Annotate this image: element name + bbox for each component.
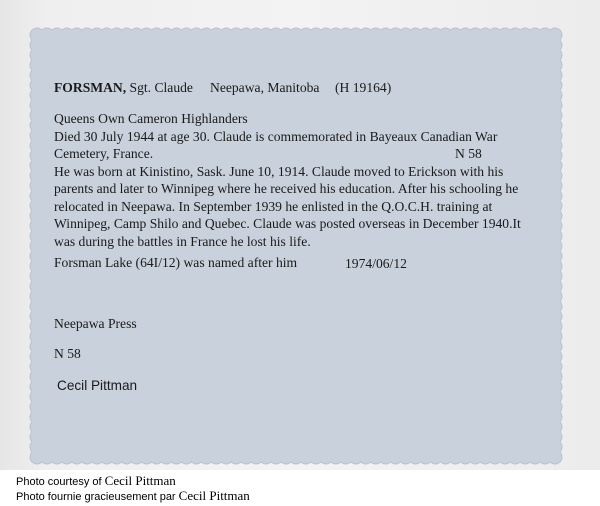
source-reference-code: N 58 <box>54 346 81 361</box>
credit-french <box>16 488 250 504</box>
credit-english-name: Cecil Pittman <box>104 473 176 488</box>
photo-credit-footer <box>0 470 600 506</box>
credit-french-prefix: Photo fournie gracieusement par <box>16 491 176 503</box>
hometown: Neepawa, Manitoba <box>210 80 320 95</box>
service-number: (H 19164) <box>335 80 392 95</box>
credit-french-name: Cecil Pittman <box>178 488 250 503</box>
credit-english <box>16 473 176 489</box>
credit-english-prefix: Photo courtesy of <box>16 476 102 488</box>
contributor: Cecil Pittman <box>57 378 138 393</box>
unit: Queens Own Cameron Highlanders <box>54 111 248 126</box>
record-header <box>54 80 193 96</box>
biography: He was born at Kinistino, Sask. June 10, 1914. Claude moved to Erickson with his parents and later to Winnipeg where he received his education. After his schooling he relocated in Neepawa. In September 1939 he enlisted in the Q.O.C.H. training at Winnipeg, Camp Shilo and Quebec. Claude was posted overseas in December 1940.It was during the battles in France he lost his life. <box>54 164 521 249</box>
lake-line: Forsman Lake (64I/12) was named after him <box>54 255 298 270</box>
publication: Neepawa Press <box>54 316 137 331</box>
reference-code: N 58 <box>455 146 482 161</box>
surname: FORSMAN, <box>54 80 127 95</box>
lake-date: 1974/06/12 <box>345 256 407 271</box>
death-line: Died 30 July 1944 at age 30. Claude is commemorated in Bayeaux Canadian War Cemetery, France. <box>54 129 498 162</box>
rank-name: Sgt. Claude <box>129 80 193 95</box>
